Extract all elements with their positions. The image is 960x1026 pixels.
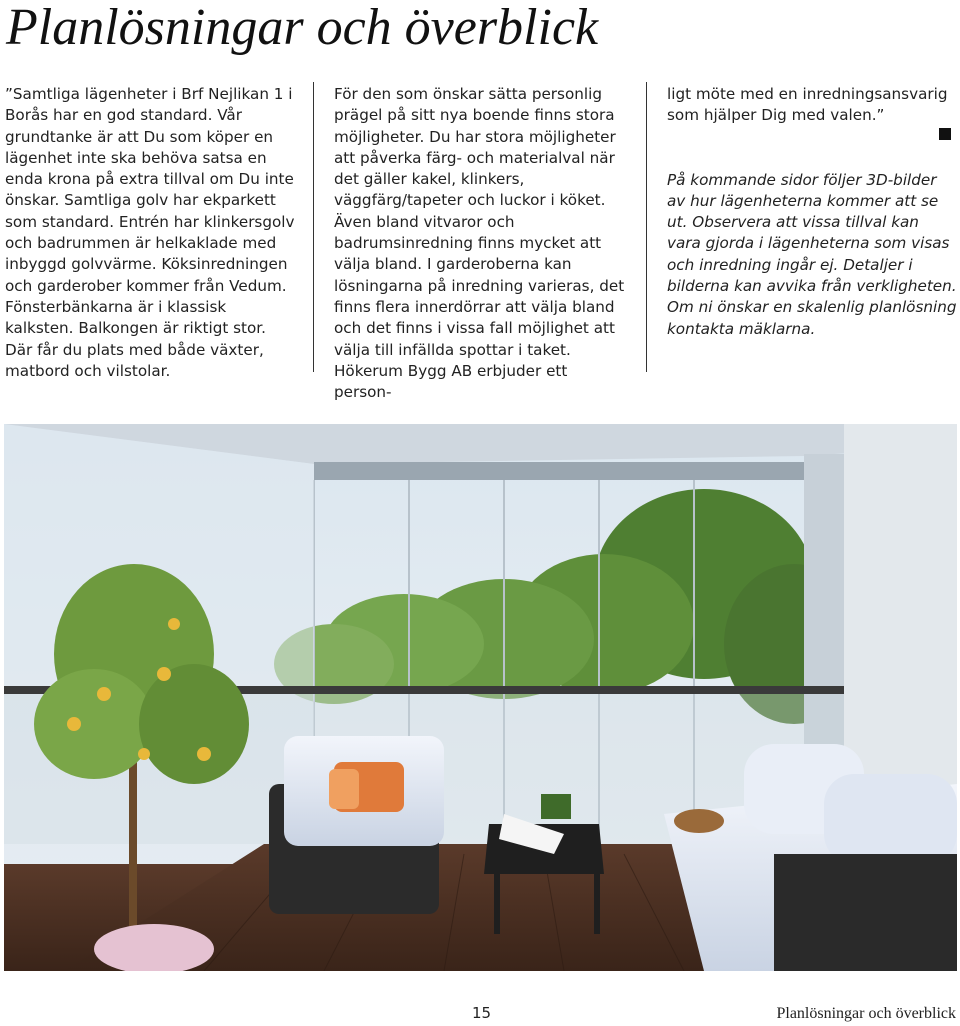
column-3-italic-note: På kommande sidor följer 3D-bilder av hur lägenheterna kommer att se ut. Observera att vissa tillval kan vara gjorda i lägenheterna som visas och inredning ingår ej. Detaljer i bilderna kan avvika från verkligheten. Om ni önskar en skalenlig planlösning kontakta mäklarna. — [667, 170, 957, 338]
running-footer-title: Planlösningar och överblick — [776, 1005, 956, 1022]
text-column-1 — [5, 84, 295, 382]
column-2-paragraph: För den som önskar sätta personlig prägel på sitt nya boende finns stora möjligheter. Du har stora möjligheter att påverka färg- och materialval när det gäller kakel, klinkers, väggfärg/tapeter och luckor i köket. Även bland vitvaror och badrumsinredning finns mycket att välja bland. I garderoberna kan lösningarna på inredning varieras, det finns flera innerdörrar att välja bland och det finns i vissa fall möjlighet att välja till infällda spottar i taket. Hökerum Bygg AB erbjuder ett person- — [334, 85, 625, 402]
text-column-3 — [667, 84, 957, 340]
column-3-paragraph-continued: ligt möte med en inredningsansvarig som hjälper Dig med valen.” — [667, 85, 948, 125]
page-title: Planlösningar och överblick — [6, 0, 599, 56]
end-of-article-mark — [939, 128, 951, 140]
text-column-2 — [334, 84, 626, 403]
page-number: 15 — [472, 1004, 492, 1022]
spacer — [667, 127, 957, 170]
column-1-paragraph: ”Samtliga lägenheter i Brf Nejlikan 1 i Borås har en god standard. Vår grundtanke är att Du som köper en lägenhet inte ska behöva satsa en enda krona på extra tillval om Du inte önskar. Samtliga golv har ekparkett som standard. Entrén har klinkersgolv och badrummen är helkaklade med inbyggd golvvärme. Köksinredningen och garderober kommer från Vedum. Fönsterbänkarna är i klassisk kalksten. Balkongen är riktigt stor. Där får du plats med både växter, matbord och vilstolar. — [5, 85, 295, 380]
column-divider — [646, 82, 647, 372]
balcony-rendering-image — [4, 424, 957, 971]
column-divider — [313, 82, 314, 372]
